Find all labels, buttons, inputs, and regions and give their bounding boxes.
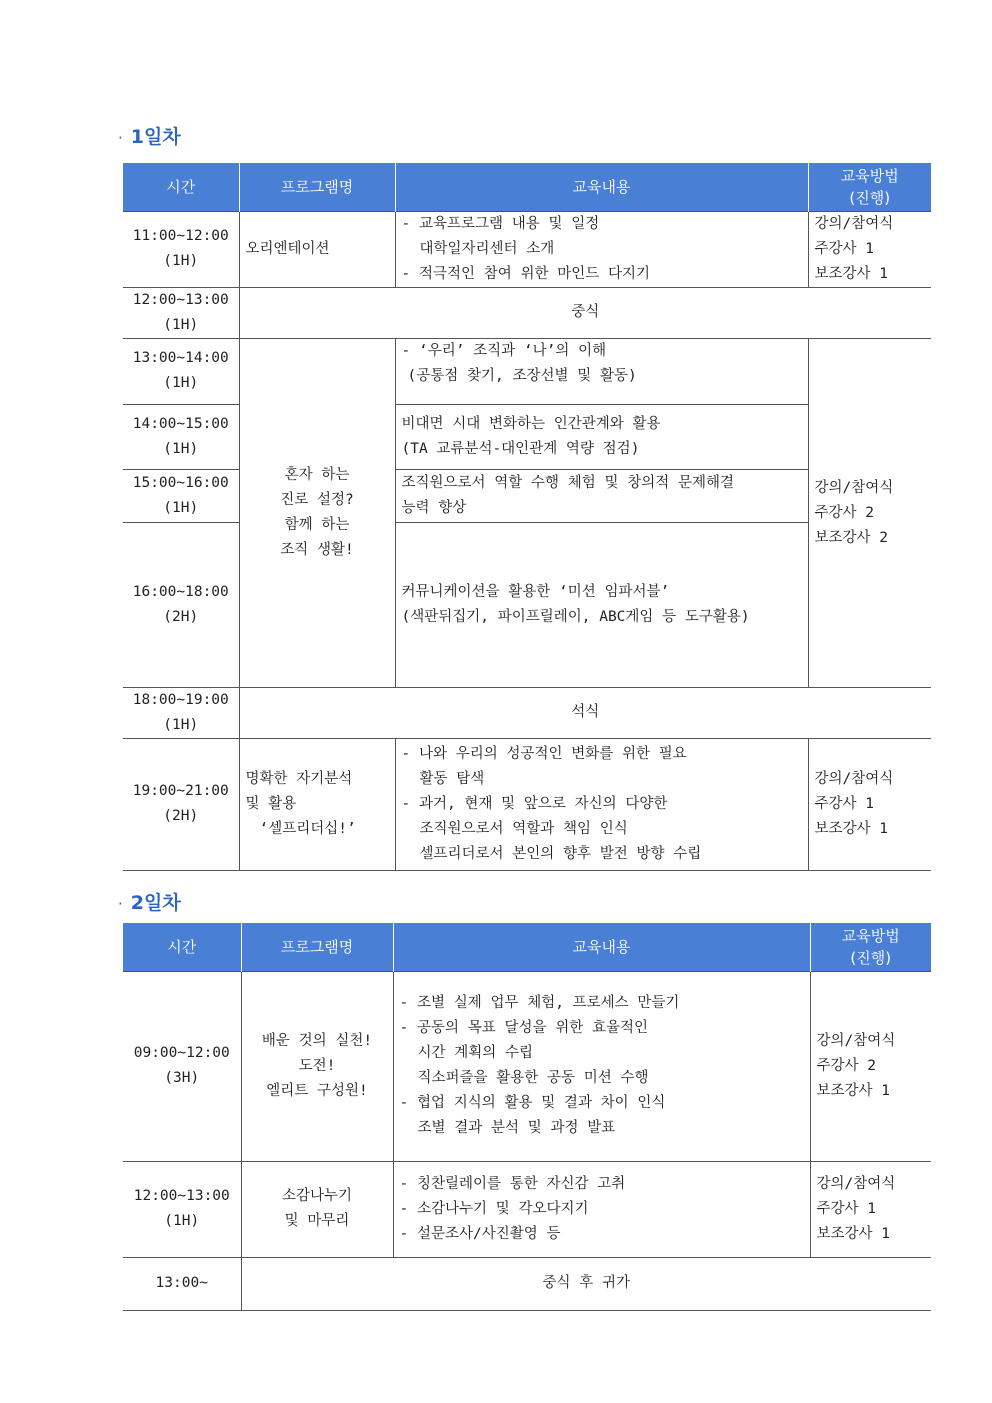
table-row xyxy=(123,287,931,338)
bullet-dot-icon: · xyxy=(118,129,123,147)
header-time: 시간 xyxy=(123,923,241,971)
table-row xyxy=(123,971,931,1161)
content-cell: - ‘우리’ 조직과 ‘나’의 이해 (공통점 찾기, 조장선별 및 활동) xyxy=(395,338,808,404)
header-method: 교육방법 (진행) xyxy=(808,163,931,211)
table-row xyxy=(123,738,931,870)
time-cell: 13:00~14:00 (1H) xyxy=(123,338,239,404)
time-cell: 15:00~16:00 (1H) xyxy=(123,469,239,522)
content-cell: - 조별 실제 업무 체험, 프로세스 만들기 - 공동의 목표 달성을 위한 효율적인 시간 계획의 수립 직소퍼즐을 활용한 공동 미션 수행 - 협업 지식의 활용 및 결과 차이 인식 조별 결과 분석 및 과정 발표 xyxy=(393,971,810,1161)
group-program-cell: 혼자 하는 진로 설정? 함께 하는 조직 생활! xyxy=(239,338,395,687)
program-cell: 오리엔테이션 xyxy=(239,211,395,287)
content-cell: - 교육프로그램 내용 및 일정 대학일자리센터 소개 - 적극적인 참여 위한 마인드 다지기 xyxy=(395,211,808,287)
method-cell: 강의/참여식 주강사 1 보조강사 1 xyxy=(808,211,931,287)
time-cell: 19:00~21:00 (2H) xyxy=(123,738,239,870)
table-header-row xyxy=(123,163,931,211)
header-content: 교육내용 xyxy=(393,923,810,971)
time-cell: 13:00~ xyxy=(123,1257,241,1310)
time-cell: 18:00~19:00 (1H) xyxy=(123,687,239,738)
lunch-cell: 중식 xyxy=(239,287,931,338)
time-cell: 12:00~13:00 (1H) xyxy=(123,1161,241,1257)
method-cell: 강의/참여식 주강사 1 보조강사 1 xyxy=(808,738,931,870)
content-cell: - 나와 우리의 성공적인 변화를 위한 필요 활동 탐색 - 과거, 현재 및 앞으로 자신의 다양한 조직원으로서 역할과 책임 인식 셀프리더로서 본인의 향후 발전 방향 수립 xyxy=(395,738,808,870)
program-cell: 소감나누기 및 마무리 xyxy=(241,1161,393,1257)
header-content: 교육내용 xyxy=(395,163,808,211)
day2-title: · 2일차 xyxy=(118,892,181,914)
table-row xyxy=(123,687,931,738)
dinner-cell: 석식 xyxy=(239,687,931,738)
time-cell: 14:00~15:00 (1H) xyxy=(123,404,239,469)
time-cell: 12:00~13:00 (1H) xyxy=(123,287,239,338)
table-row xyxy=(123,338,931,404)
program-cell: 배운 것의 실천! 도전! 엘리트 구성원! xyxy=(241,971,393,1161)
day1-schedule-table xyxy=(123,163,931,871)
header-program: 프로그램명 xyxy=(239,163,395,211)
content-cell: - 칭찬릴레이를 통한 자신감 고취 - 소감나누기 및 각오다지기 - 설문조사/사진촬영 등 xyxy=(393,1161,810,1257)
table-header-row xyxy=(123,923,931,971)
group-method-cell: 강의/참여식 주강사 2 보조강사 2 xyxy=(808,338,931,687)
time-cell: 09:00~12:00 (3H) xyxy=(123,971,241,1161)
content-cell: 비대면 시대 변화하는 인간관계와 활용 (TA 교류분석-대인관계 역량 점검) xyxy=(395,404,808,469)
table-row xyxy=(123,1161,931,1257)
content-cell: 조직원으로서 역할 수행 체험 및 창의적 문제해결 능력 향상 xyxy=(395,469,808,522)
lunch-departure-cell: 중식 후 귀가 xyxy=(241,1257,931,1310)
method-cell: 강의/참여식 주강사 2 보조강사 1 xyxy=(810,971,931,1161)
table-row xyxy=(123,1257,931,1310)
day1-title: · 1일차 xyxy=(118,126,181,148)
program-cell: 명확한 자기분석 및 활용 ‘셀프리더십!’ xyxy=(239,738,395,870)
table-row xyxy=(123,211,931,287)
header-program: 프로그램명 xyxy=(241,923,393,971)
header-time: 시간 xyxy=(123,163,239,211)
day2-schedule-table xyxy=(123,923,931,1311)
bullet-dot-icon: · xyxy=(118,895,123,913)
time-cell: 16:00~18:00 (2H) xyxy=(123,522,239,687)
header-method: 교육방법 (진행) xyxy=(810,923,931,971)
time-cell: 11:00~12:00 (1H) xyxy=(123,211,239,287)
method-cell: 강의/참여식 주강사 1 보조강사 1 xyxy=(810,1161,931,1257)
content-cell: 커뮤니케이션을 활용한 ‘미션 임파서블’ (색판뒤집기, 파이프릴레이, ABC게임 등 도구활용) xyxy=(395,522,808,687)
